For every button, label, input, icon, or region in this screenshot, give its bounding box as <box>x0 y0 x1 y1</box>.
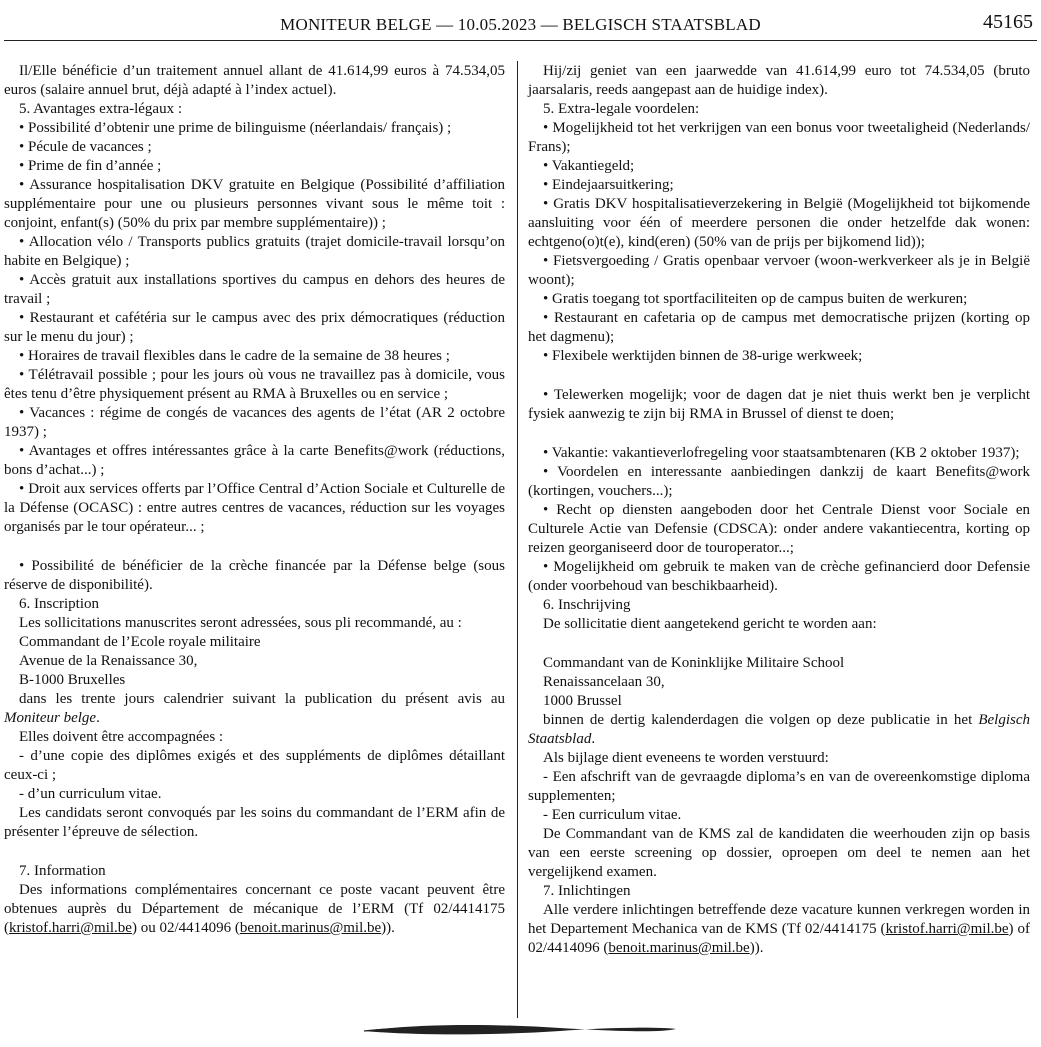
email-link[interactable]: kristof.harri@mil.be <box>885 921 1009 937</box>
information-paragraph: Des informations complémentaires concernant ce poste vacant peuvent être obtenues auprès du Département de mécanique de l’ERM (Tf 02/4414175 (kristof.harri@mil.be) ou 02/4414096 (benoit.marinus@mil.be)). <box>4 882 505 936</box>
benefit-item: • Horaires de travail flexibles dans le cadre de la semaine de 38 heures ; <box>19 348 450 364</box>
benefit-item: • Accès gratuit aux installations sportives du campus en dehors des heures de travail ; <box>4 272 505 307</box>
convocation-paragraph: Les candidats seront convoqués par les soins du commandant de l’ERM afin de présenter l’épreuve de sélection. <box>4 805 505 840</box>
publication-title: MONITEUR BELGE — 10.05.2023 — BELGISCH STAATSBLAD <box>280 15 761 34</box>
benefit-item: • Vakantie: vakantieverlofregeling voor staatsambtenaren (KB 2 oktober 1937); <box>543 445 1020 461</box>
benefit-item: • Mogelijkheid tot het verkrijgen van een bonus voor tweetaligheid (Nederlands/ Frans); <box>528 120 1030 155</box>
attachment-item: - Een afschrift van de gevraagde diploma’s en van de overeenkomstige diploma supplementen; <box>528 769 1030 804</box>
benefit-item: • Vacances : régime de congés de vacances des agents de l’état (AR 2 octobre 1937) ; <box>4 405 505 440</box>
section-7-heading: 7. Inlichtingen <box>543 883 631 899</box>
email-link[interactable]: benoit.marinus@mil.be <box>239 920 382 936</box>
address-line: Commandant de l’Ecole royale militaire <box>19 634 261 650</box>
page-number: 45165 <box>983 11 1033 33</box>
benefit-item: • Gratis toegang tot sportfaciliteiten op de campus buiten de werkuren; <box>543 291 968 307</box>
page-header <box>4 0 1037 41</box>
benefit-item: • Pécule de vacances ; <box>19 139 152 155</box>
publication-name: Moniteur belge <box>4 710 97 726</box>
attachments-intro: Elles doivent être accompagnées : <box>19 729 224 745</box>
column-divider <box>517 61 518 1018</box>
section-6-heading: 6. Inscription <box>19 596 99 612</box>
benefit-item: • Prime de fin d’année ; <box>19 158 162 174</box>
section-6-heading: 6. Inschrijving <box>543 597 631 613</box>
inscription-text: De sollicitatie dient aangetekend gericht te worden aan: <box>543 616 877 632</box>
publication-name: Belgisch Staatsblad <box>528 712 1030 747</box>
address-line: Commandant van de Koninklijke Militaire School <box>543 655 845 671</box>
salary-paragraph: Il/Elle bénéficie d’un traitement annuel allant de 41.614,99 euros à 74.534,05 euros (salaire annuel brut, déjà adapté à l’index actuel). <box>4 63 505 98</box>
deadline-paragraph: binnen de dertig kalenderdagen die volgen op deze publicatie in het Belgisch Staatsblad. <box>528 712 1030 747</box>
benefit-item: • Gratis DKV hospitalisatieverzekering in België (Mogelijkheid tot bijkomende aansluiting voor één of meerdere personen die onder hetzelfde dak wonen: echtgeno(o)t(e), kind(eren) (50% van de prijs per bijkomend lid)); <box>528 196 1030 250</box>
end-of-notice-ornament <box>360 1021 680 1039</box>
section-5-heading: 5. Avantages extra-légaux : <box>19 101 182 117</box>
attachments-intro: Als bijlage dient eveneens te worden verstuurd: <box>543 750 829 766</box>
french-column <box>4 62 505 938</box>
benefit-item: • Mogelijkheid om gebruik te maken van de crèche gefinancierd door Defensie (onder voorbehoud van beschikbaarheid). <box>528 559 1030 594</box>
benefit-item: • Fietsvergoeding / Gratis openbaar vervoer (woon-werkverkeer als je in België woont); <box>528 253 1030 288</box>
benefit-item: • Télétravail possible ; pour les jours où vous ne travaillez pas à domicile, vous êtes tenu d’être physiquement présent au RMA à Bruxelles ou en service ; <box>4 367 505 402</box>
benefit-item: • Recht op diensten aangeboden door het Centrale Dienst voor Sociale en Culturele Actie van Defensie (CDSCA): onder andere vakantiecentra, korting op reizen georganiseerd door de touroperator...; <box>528 502 1030 556</box>
address-line: Avenue de la Renaissance 30, <box>19 653 198 669</box>
benefit-item: • Eindejaarsuitkering; <box>543 177 674 193</box>
benefit-item: • Flexibele werktijden binnen de 38-urige werkweek; <box>543 348 863 364</box>
address-line: B-1000 Bruxelles <box>19 672 126 688</box>
benefit-item: • Droit aux services offerts par l’Office Central d’Action Sociale et Culturelle de la Défense (OCASC) : entre autres centres de vacances, réduction sur les voyages organisés par le tour opérateur... ; <box>4 481 505 535</box>
address-line: 1000 Brussel <box>543 693 622 709</box>
benefit-item: • Possibilité d’obtenir une prime de bilinguisme (néerlandais/ français) ; <box>19 120 452 136</box>
salary-paragraph: Hij/zij geniet van een jaarwedde van 41.614,99 euro tot 74.534,05 (bruto jaarsalaris, reeds aangepast aan de huidige index). <box>528 63 1030 98</box>
information-paragraph: Alle verdere inlichtingen betreffende deze vacature kunnen verkregen worden in het Departement Mechanica van de KMS (Tf 02/4414175 (kristof.harri@mil.be) of 02/4414096 (benoit.marinus@mil.be)). <box>528 902 1030 956</box>
benefit-item: • Restaurant et cafétéria sur le campus avec des prix démocratiques (réduction sur le menu du jour) ; <box>4 310 505 345</box>
convocation-paragraph: De Commandant van de KMS zal de kandidaten die weerhouden zijn op basis van een eerste screening op dossier, oproepen om deel te nemen aan het vergelijkend examen. <box>528 826 1030 880</box>
benefit-item: • Avantages et offres intéressantes grâce à la carte Benefits@work (réductions, bons d’achat...) ; <box>4 443 505 478</box>
inscription-text: Les sollicitations manuscrites seront adressées, sous pli recommandé, au : <box>19 615 462 631</box>
attachment-item: - Een curriculum vitae. <box>543 807 682 823</box>
attachment-item: - d’un curriculum vitae. <box>19 786 162 802</box>
email-link[interactable]: benoit.marinus@mil.be <box>608 940 750 956</box>
benefit-item: • Allocation vélo / Transports publics gratuits (trajet domicile-travail lorsqu’on habite en Belgique) ; <box>4 234 505 269</box>
attachment-item: - d’une copie des diplômes exigés et des suppléments de diplômes détaillant ceux-ci ; <box>4 748 505 783</box>
benefit-item: • Voordelen en interessante aanbiedingen dankzij de kaart Benefits@work (kortingen, vouchers...); <box>528 464 1030 499</box>
dutch-column <box>528 62 1030 958</box>
section-5-heading: 5. Extra-legale voordelen: <box>543 101 700 117</box>
address-line: Renaissancelaan 30, <box>543 674 665 690</box>
benefit-item: • Restaurant en cafetaria op de campus met democratische prijzen (korting op het dagmenu); <box>528 310 1030 345</box>
benefit-item: • Telewerken mogelijk; voor de dagen dat je niet thuis werkt ben je verplicht fysiek aanwezig te zijn bij RMA in Brussel of dienst te doen; <box>528 387 1030 422</box>
section-7-heading: 7. Information <box>19 863 106 879</box>
email-link[interactable]: kristof.harri@mil.be <box>9 920 132 936</box>
benefit-item: • Possibilité de bénéficier de la crèche financée par la Défense belge (sous réserve de disponibilité). <box>4 558 505 593</box>
benefit-item: • Vakantiegeld; <box>543 158 635 174</box>
benefit-item: • Assurance hospitalisation DKV gratuite en Belgique (Possibilité d’affiliation supplémentaire pour une ou plusieurs personnes vivant sous le même toit : conjoint, enfant(s) (50% du prix par membre supplémentaire)) ; <box>4 177 505 231</box>
deadline-paragraph: dans les trente jours calendrier suivant la publication du présent avis au Moniteur belge. <box>4 691 505 726</box>
